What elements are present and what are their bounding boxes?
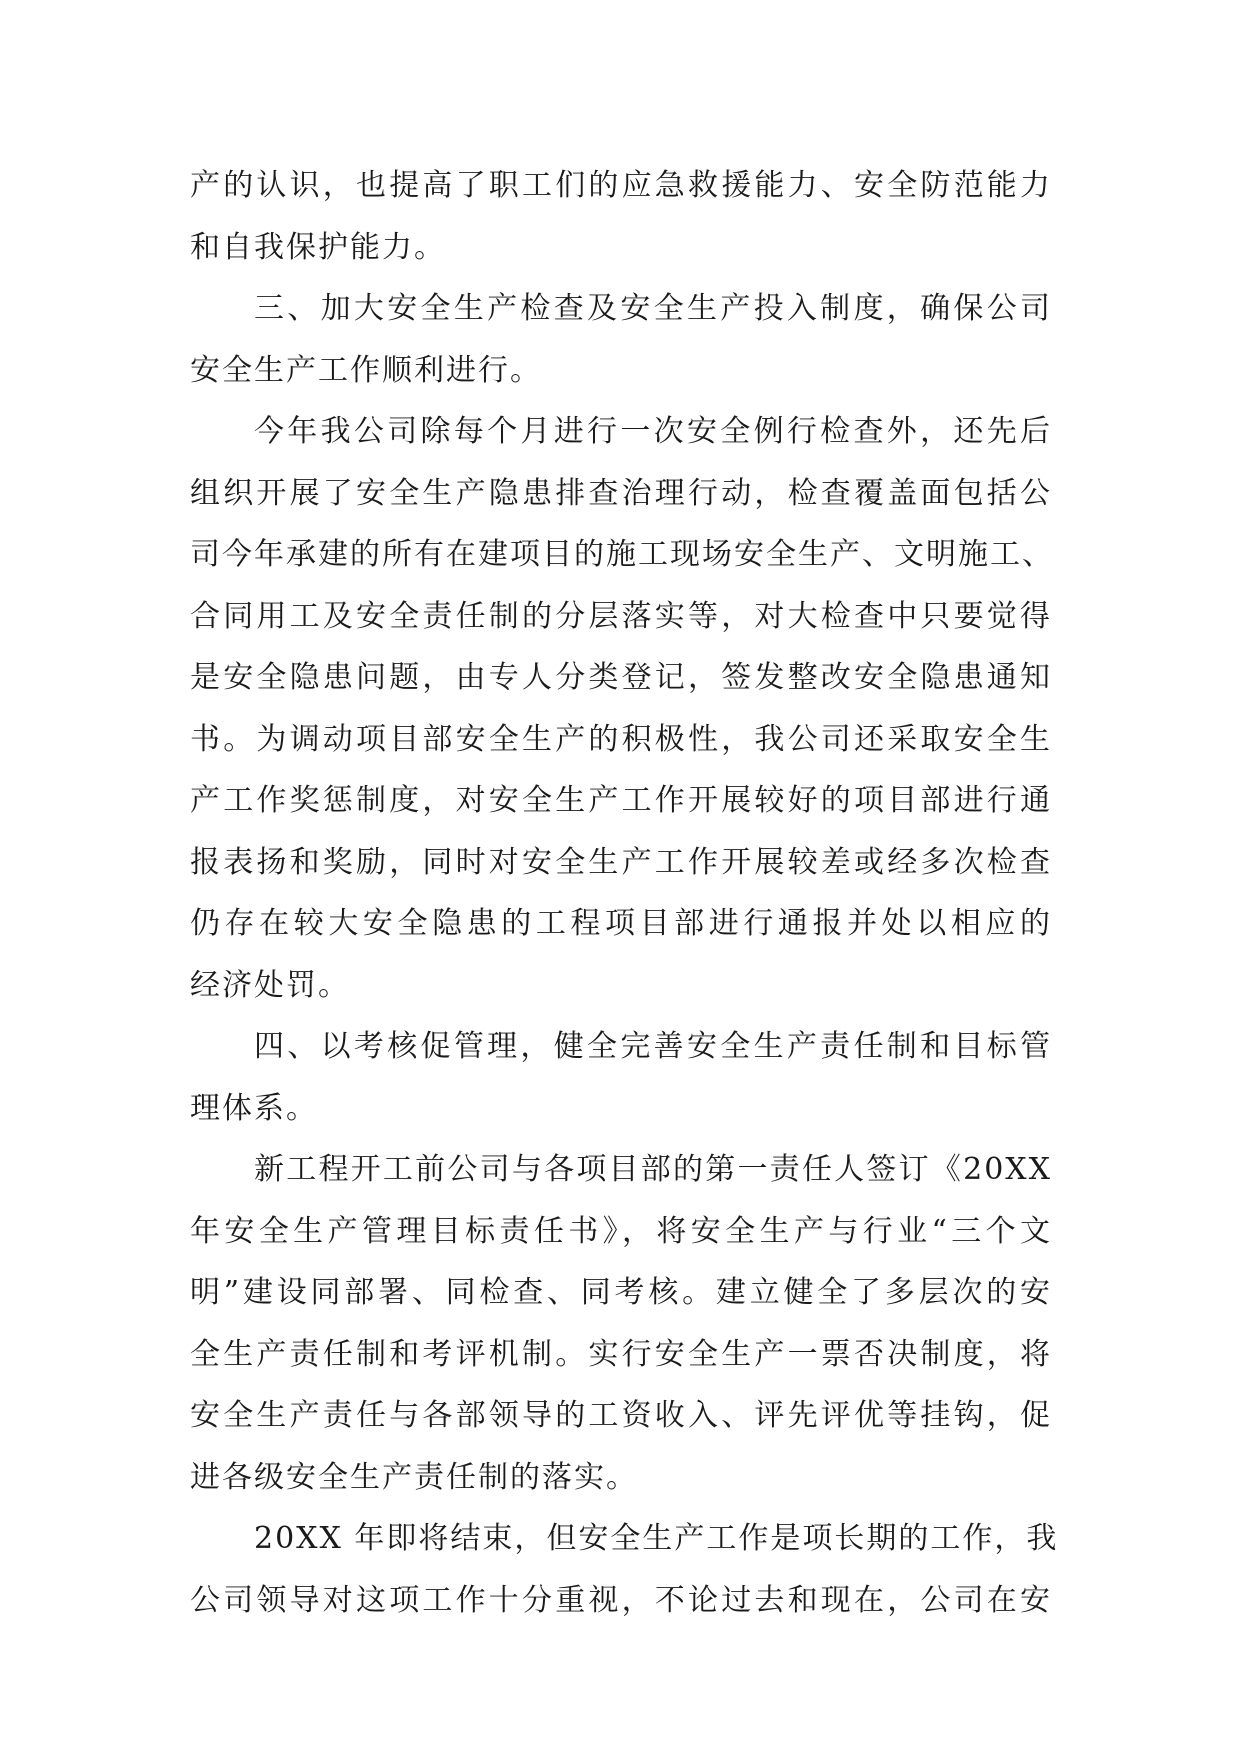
heading-section-three	[190, 278, 1052, 401]
text-line: 报表扬和奖励，同时对安全生产工作开展较差或经多次检查	[190, 844, 1052, 880]
text-line: 年安全生产管理目标责任书》，将安全生产与行业“三个文	[190, 1213, 1052, 1249]
paragraph-continuation	[190, 155, 1052, 278]
paragraph-inspection	[190, 401, 1052, 1016]
paragraph-responsibility	[190, 1139, 1052, 1508]
text-line: 仍存在较大安全隐患的工程项目部进行通报并处以相应的	[190, 906, 1052, 941]
text-line: 进各级安全生产责任制的落实。	[190, 1459, 638, 1495]
text-line: 三、加大安全生产检查及安全生产投入制度，确保公司	[254, 291, 1052, 326]
text-line: 新工程开工前公司与各项目部的第一责任人签订《20XX	[254, 1152, 1052, 1187]
text-line: 合同用工及安全责任制的分层落实等，对大检查中只要觉得	[190, 598, 1052, 634]
text-line: 全生产责任制和考评机制。实行安全生产一票否决制度，将	[190, 1336, 1052, 1372]
paragraph-closing	[190, 1508, 1059, 1631]
text-line: 司今年承建的所有在建项目的施工现场安全生产、文明施工、	[190, 537, 1054, 572]
text-line: 经济处罚。	[190, 967, 350, 1003]
text-line: 产的认识，也提高了职工们的应急救援能力、安全防范能力	[190, 168, 1052, 203]
text-line: 四、以考核促管理，健全完善安全生产责任制和目标管	[254, 1029, 1052, 1064]
text-line: 和自我保护能力。	[190, 229, 446, 265]
heading-section-four	[190, 1016, 1052, 1139]
text-line: 组织开展了安全生产隐患排查治理行动，检查覆盖面包括公	[190, 475, 1052, 511]
text-line: 20XX 年即将结束，但安全生产工作是项长期的工作，我	[254, 1521, 1059, 1556]
text-line: 书。为调动项目部安全生产的积极性，我公司还采取安全生	[190, 721, 1052, 757]
text-line: 安全生产工作顺利进行。	[190, 352, 542, 388]
text-line: 理体系。	[190, 1090, 318, 1126]
document-body	[190, 155, 1059, 1631]
text-line: 公司领导对这项工作十分重视，不论过去和现在，公司在安	[190, 1582, 1052, 1618]
text-line: 今年我公司除每个月进行一次安全例行检查外，还先后	[254, 414, 1052, 449]
text-line: 是安全隐患问题，由专人分类登记，签发整改安全隐患通知	[190, 660, 1052, 695]
text-line: 安全生产责任与各部领导的工资收入、评先评优等挂钩，促	[190, 1398, 1052, 1433]
text-line: 产工作奖惩制度，对安全生产工作开展较好的项目部进行通	[190, 783, 1052, 818]
text-line: 明”建设同部署、同检查、同考核。建立健全了多层次的安	[190, 1275, 1052, 1310]
